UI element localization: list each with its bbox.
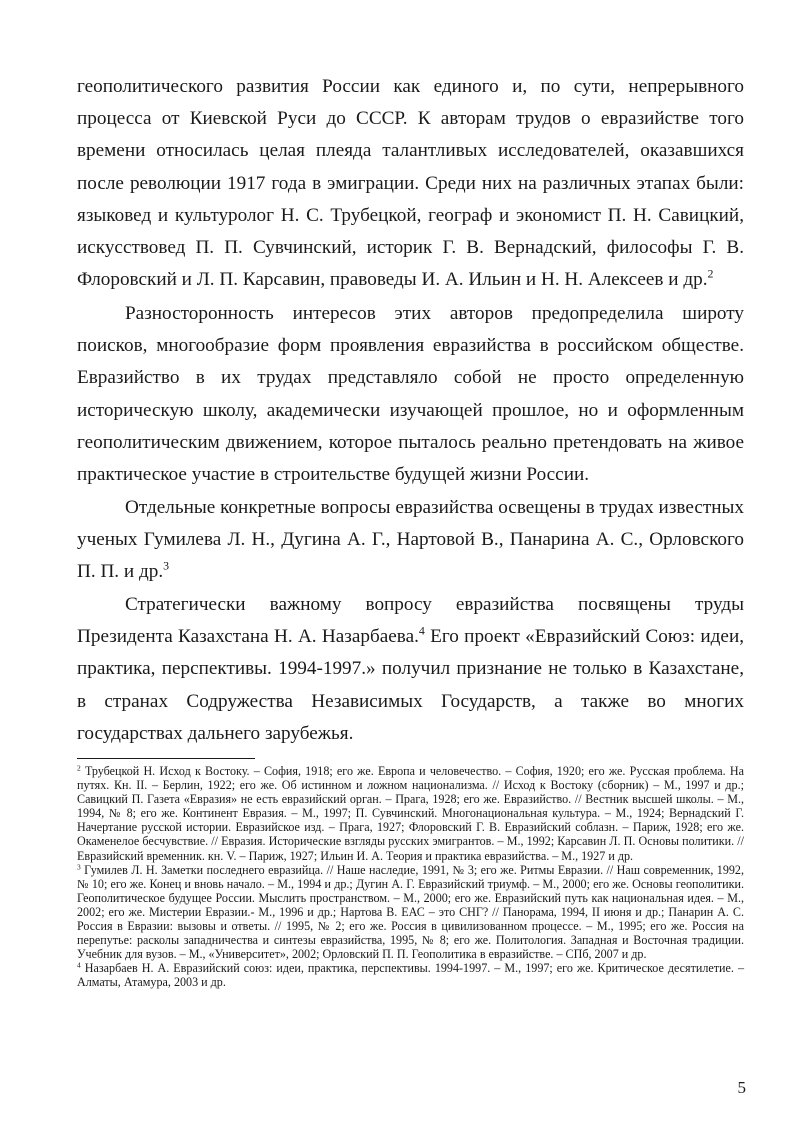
paragraph-text: Разносторонность интересов этих авторов предопределила широту поисков, многообразие форм проявления евразийства в российском обществе. Евразийство в их трудах представляло собой не просто определенную историческую школу, академически изучающей прошлое, но и оформленным геополитическим движением, которое пыталось реально претендовать на живое практическое участие в строительстве будущей жизни России.	[77, 303, 744, 486]
footnote	[77, 863, 744, 962]
footnotes-section	[77, 764, 744, 990]
paragraph-text: Стратегически важному вопросу евразийства посвящены труды Президента Казахстана Н. А. Назарбаева.	[77, 594, 744, 648]
footnote-number: 3	[77, 862, 81, 872]
footnote-number: 2	[77, 763, 81, 773]
footnote-reference[interactable]: 2	[707, 266, 714, 281]
body-paragraph	[77, 589, 744, 750]
body-paragraph	[77, 492, 744, 589]
paragraph-text: Его проект «Евразийский Союз: идеи, практика, перспективы. 1994-1997.» получил признание не только в Казахстане, в странах Содружества Независимых Государств, а также во многих государствах дальнего зарубежья.	[77, 626, 745, 744]
footnote-text: Гумилев Л. Н. Заметки последнего евразийца. // Наше наследие, 1991, № 3; его же. Ритмы Евразии. // Наш современник, 1992, № 10; его же. Конец и вновь начало. – М., 1994 и др.; Дугин А. Г. Евразийский триумф. – М., 2000; его же. Основы геополитики. Геополитическое будущее России. Мыслить пространством. – М., 2000; его же. Евразийский путь как национальная идея. – М., 2002; его же. Мистерии Евразии.- М., 1996 и др.; Нартова В. ЕАС – это СНГ? // Панорама, 1994, II июня и др.; Панарин А. С. Россия в Евразии: вызовы и ответы. // 1995, № 2; его же. Россия в цивилизованном процессе. – М., 1995; его же. Россия на перепутье: расколы западничества и синтезы евразийства, 1995, № 8; его же. Политология. Западная и Восточная традиции. Учебник для вузов. – М., «Университет», 2002; Орловский П. П. Геополитика в евразийстве. – СПб, 2007 и др.	[77, 862, 744, 962]
footnote-number: 4	[77, 960, 81, 970]
paragraph-text: геополитического развития России как единого и, по сути, непрерывного процесса от Киевской Руси до СССР. К авторам трудов о евразийстве того времени относилась целая плеяда талантливых исследователей, оказавшихся после революции 1917 года в эмиграции. Среди них на различных этапах были: языковед и культуролог Н. С. Трубецкой, географ и экономист П. Н. Савицкий, искусствовед П. П. Сувчинский, историк Г. В. Вернадский, философы Г. В. Флоровский и Л. П. Карсавин, правоведы И. А. Ильин и Н. Н. Алексеев и др.	[77, 76, 744, 291]
footnote-text: Назарбаев Н. А. Евразийский союз: идеи, практика, перспективы. 1994-1997. – М., 1997; его же. Критическое десятилетие. – Алматы, Атамура, 2003 и др.	[77, 961, 744, 990]
body-paragraph	[77, 71, 744, 296]
footnote-text: Трубецкой Н. Исход к Востоку. – София, 1918; его же. Европа и человечество. – София, 1920; его же. Русская проблема. На путях. Кн. II. – Берлин, 1922; его же. Об истинном и ложном национализма. // Исход к Востоку (сборник) – М., 1997 и др.; Савицкий П. Газета «Евразия» не есть евразийский орган. – Прага, 1928; его же. Евразийство. // Вестник высшей школы. – М., 1994, № 8; его же. Континент Евразия. – М., 1997; П. Сувчинский. Многонациональная культура. – М., 1924; Вернадский Г. Начертание русской истории. Евразийское изд. – Прага, 1927; Флоровский Г. В. Евразийский соблазн. – Париж, 1928; его же. Окаменелое бесчувствие. // Евразия. Исторические взгляды русских эмигрантов. – М., 1992; Карсавин Л. П. Основы политики. //Евразийский временник. кн. V. – Париж, 1927; Ильин И. А. Теория и практика евразийства. – М., 1927 и др.	[77, 764, 744, 863]
footnote-separator	[77, 758, 255, 759]
footnote	[77, 961, 744, 989]
page-number: 5	[737, 1078, 746, 1097]
footnote	[77, 764, 744, 863]
footnote-reference[interactable]: 4	[418, 623, 425, 638]
footnote-reference[interactable]: 3	[163, 559, 170, 574]
paragraph-text: Отдельные конкретные вопросы евразийства освещены в трудах известных ученых Гумилева Л. Н., Дугина А. Г., Нартовой В., Панарина А. С., Орловского П. П. и др.	[77, 497, 744, 583]
body-paragraph	[77, 298, 744, 491]
